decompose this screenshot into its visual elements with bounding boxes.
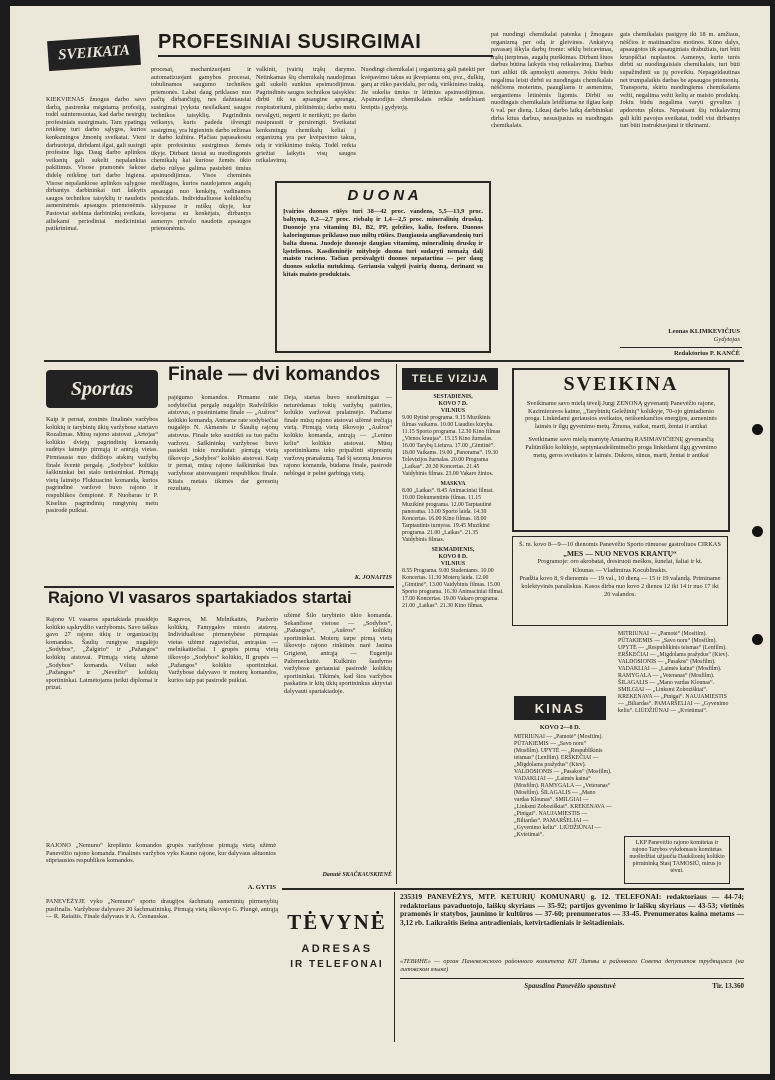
sportas-col-1: Kaip ir pernai, zoninės finalinės varžybos kolūkių ir tarybinių ūkių varžybose startavo Rozalimas. Mūsų rajono atstovai „Artojas“ kolūkio dviejų pagrindinių komandų sudėtys laimėjo pirmąją ir antrąją vietas. Pirmiausia nuo didžiojo atskirų varžybų finale šventė pergalę. „Sodybos“ kolūkio šaškininkai bei stalo tenisininkai. Pirmąją vietą laimėjo Fluktuacinė komanda, kurios pagrindinė varžovė buvo rajono ir respublikos čempionė. P. Nuobaras ir P. Kiselius pagrindinių rungtynių metu pasirodė puikiai. — [46, 416, 158, 515]
footer-russian: «ТЕВИНЕ» — орган Паневежского районного комитета КП Литвы и районного Совета депутатов трудящихся (на литовском языке) — [400, 958, 744, 973]
tele-prog-1: 9.00 Rytinė programa. 9.15 Muzikinis filmas vaikams. 10.00 Liaudies kūryba. 11.15 Sporto programa. 12.30 Kino filmas „Vienos kraujas“. 15.15 Kino žurnalas. 16.00 Tarybų Lietuva. 17.00 „Gimtinė“. 18.00 Vaikams. 19.00 „Panorama“. 19.30 Televizijos žurnalas. 20.00 Programa „Laikas“. 20.30 Koncertas. 21.45 Vaidybinis filmas. 23.00 Vakaro žinios. — [402, 415, 501, 477]
sveikata-col-6: gais chemikalais pasigyrę iki 18 m. amžiaus, nėščios ir maitinančios motinos. Kūno dalys, apsaugotos tik apsauginiais drabužiais, turi būti kruopščiai nuplautos. Asmenys, kurie turės dirbti su nuodingaisiais chemikalais, turi būti supažindinti su jų poveikiu. Nepageidautinas net trumpalaikis darbas be apsaugos priemonių. Transportu, skirtu nuodingiems chemikalams vežti, negalima vežti kelių ar maisto produktų. Jokiu būdu negalima varyti gyvulius į apdorotus plotus. Nepaisant šių reikalavimų gali kilti pavojus sveikatai, todėl visi dirbantys turi būti instruktuojami ir tikrinami. — [620, 31, 740, 130]
sveikata-col-3: valkinti, įvairių trąšų darymo. Netinkamas šių chemikalų naudojimas gali sukelti sunkius apsinuodijimus. Pagrindinės saugos technikos taisyklės: dirbti tik su apsaugine apranga, respiratoriumi, pirštinėmis; darbo metu nevalgyti, negerti ir nerūkyti; po darbo nusiprausti ir persirengti. Sveikatai kenksmingų chemikalų keliai į organizmą yra per kvėpavimo takus, odą ir virškinimo traktą. Todėl reikia griežtai laikytis visų saugos reikalavimų. — [256, 66, 356, 165]
cirkas-text-1: Š. m. kovo 8—9—10 dienomis Panevėžio Sporto rūmuose gastroliuos CIRKAS — [519, 541, 721, 548]
sveikina-greeting-1: Sveikiname savo mielą tėvelį Jurgį ZENONĄ gyvenantį Panevėžio rajone, Kazimieravos kaime, „Tarybinių Geležinių“ kolūkyje, 70-ojo gimtadienio proga. Linkėdami geriausios sveikatos, neišsenkančios energijos, asmeninės laimės ir ilgų gyvenimo metų. Žmona, vaikai, marti, žentai ir anūkai — [525, 400, 717, 430]
lkp-box — [624, 836, 730, 884]
rajono-note: RAJONO „Nemuno“ krepšinio komandos grupės varžybose pirmąją vietą užėmė Panevėžio rajono komanda. Finalinės varžybos vyks Kauno rajone, kur dalyvaus aštuonios stipriausios respublikos komandos. — [46, 842, 276, 865]
duona-box — [275, 181, 491, 353]
sveikata-col-5: pat nuodingi chemikalai patenka į žmogaus organizmą per odą ir gleivines. Ankstyvą pavasarį iškyla darbų fronte: sėklų beicavimas, trąšų įterpimas, augalų purškimas. Dirbant šiuos darbus būtina laikytis visų reikalavimų. Darbus turi atlikti tik apmokyti asmenys. Jokiu būdu negalima leisti dirbti su nuodingais chemikalais nėščioms moterims, paaugliams ir asmenims, sergantiems lėtinėmis ligomis. Dirbti su nuodingais chemikalais leidžiama ne ilgiau kaip 6 val. per dieną. Likusį darbo laiką darbininkai dirba kitus darbus, nesusijusius su nuodingais chemikalais. — [491, 31, 613, 130]
sveikata-logo-text: SVEIKATA — [57, 42, 131, 63]
editor-credit: Redaktorius P. KANČĖ — [673, 350, 740, 357]
sveikata-title-rule — [158, 55, 493, 57]
sveikata-title: PROFESINIAI SUSIRGIMAI — [158, 31, 422, 53]
sveikina-box — [512, 368, 730, 532]
punch-hole-3 — [752, 634, 763, 645]
sveikina-title: SVEIKINA — [563, 373, 679, 395]
rajono-signature: Danutė SKAČKAUSKIENĖ — [322, 872, 392, 878]
rajono-title: Rajono VI vasaros spartakiados startai — [48, 589, 352, 607]
footer-adresas: ADRESAS — [301, 943, 373, 955]
lkp-text: LKP Panevėžio rajono komitetas ir rajono Tarybos vykdomasis komitetas nuoširdžiai užjaučia Daukšionių kolūkio pirmininką Stasį TAMOSIŪ, mirus jo tėvui. — [629, 840, 725, 874]
sportas-col-3: Deja, startas buvo nesėkmingas — neturėdamas tokių varžybų patirties, kolūkio varžovai pralaimėjo. Pačiame finale mūsų rajono atstovai užėmė trečiąją vietą. Pirmąją vietą iškovojo „Aušros“ kolūkio komanda, antrąją — „Lenino keliu“ kolūkio atstovai. Mūsų sportininkams teko pripažinti stipresnių varžovų pranašumą. Tad šį sezoną Jonavos rajono komanda, būdama finale, pasirodė neblogai ir pelnė garbingą vietą. — [284, 394, 392, 477]
section-rule-1 — [44, 360, 744, 362]
newspaper-page — [10, 6, 770, 1074]
sveikata-logo — [47, 35, 141, 71]
editor-rule — [620, 347, 742, 348]
sportas-logo — [46, 370, 158, 408]
sveikina-greeting-2: Sveikiname savo mielą mamytę Antaniną RASIMAVIČIENĘ gyvenančią Paliūniškio kolūkyje, septyniasdešimtmečio proga linkėdami ilgų gyvenimo metų, geros sveikatos ir laimės. Dukros, sūnus, marti, žentai ir anūkai — [525, 436, 717, 459]
punch-hole-1 — [752, 424, 763, 435]
rajono-col-1: Rajono VI vasaros spartakiada prasidėjo kolūkio sąskrydžio varžybomis. Savo taškus gavo 27 rajono ūkių ir organizacijų komandos. Šaulių rungtyse nugalėjo „Sodybos“, „Žalgirio“ ir „Pažangos“ kolūkių atstovai. Pirmąją vietą užėmė „Sodybos“ komanda. Vėliau sekė „Pažangos“ ir „Nevėžio“ kolūkių sportininkai. Laimėtojams įteikti diplomai ir prizai. — [46, 616, 158, 692]
footer-tiraz: Tir. 13.360 — [712, 982, 744, 990]
sveikata-col-1: KIEKVIENAS žmogus darbo savo darbą, pasirenka mėgstamą profesiją, todėl suinteresuotas, kad darbe nesirgtų profesiniais susirgimais. Tam ypatingą reikšmę turi darbo sąlygos, kurios kenksmingos žmonių sveikatai. Vieni darbuotojai, dirbdami ilgai, gali susirgti profesine liga. Daug darbo aplinkos veiksnių gali sukelti nepalankius pakitimus. Visose pramonės šakose didelę reikšmę turi darbo higiena. Visose nepalankiose aplinkos sąlygose dirbantys darbininkai turi laikytis saugos technikos taisyklių ir naudotis asmeninėmis apsaugos priemonėmis. Pastoviai stebima darbininkų sveikata, atliekami periodiniai medicininiai patikrinimai. — [46, 96, 146, 233]
tele-prog-3: 8.55 Programa. 9.00 Studentams. 10.00 Koncertas. 11.30 Moterų laida. 12.00 „Gimtinė“. 13.00 Vaidybinis filmas. 15.00 Sporto programa. 16.30 Animaciniai filmai. 17.00 Koncertas. 19.00 Vakaro programa. 21.00 „Laikas“. 21.30 Kino filmas. — [402, 568, 504, 609]
rajono-col-2: Raguvos, M. Melnikaitės, Paežerio kolūkių, Famygalos miesto atstovų. Individualiose pirmenybėse pirmąsias vietas užėmė raguviečiai, antrąsias — melnikaitiečiai. I grupės pirmą vietą iškovojo „Sodybos“ kolūkio, II grupės — „Pažangos“ kolūkio sportininkai. Varžybose dalyvavo ir moterų komandos, kurios taip pat pasirodė puikiai. — [168, 616, 278, 684]
kinas-days: KOVO 2—8 D. — [539, 724, 581, 731]
kinas-logo-text: KINAS — [534, 700, 586, 716]
footer-tevyne: TĖVYNĖ — [287, 910, 387, 934]
sveikata-signature-name: Leonas KLIMKEVIČIUS — [668, 328, 740, 335]
cirkas-text-4: Klounas — Vladimiras Kocublinskis. — [572, 566, 668, 574]
tele-station-3: VILNIUS — [440, 561, 466, 567]
sveikata-col-4: Nuodingi chemikalai į organizmą gali patekti per kvėpavimo takus su įkvepiamu oru, pvz., dulkių, garų ar rūko pavidalu, per odą, virškinimo traktą. Jie sukelia ūmius ir lėtinius apsinuodijimus. Apsinuodijus chemikalais reikia nedelsiant kreiptis į gydytoją. — [361, 66, 485, 111]
cirkas-text-3: Programoje: oro akrobatai, dresiruoti meškos, šunelai, šaliai ir kt. — [537, 558, 703, 566]
vertical-rule-1 — [396, 364, 397, 884]
footer-vertical-rule — [394, 892, 395, 1042]
sportas-logo-text: Sportas — [70, 377, 134, 400]
rajono-col-3: užėmė Šilo tarybinio ūkio komanda. Sekančiose vietose — „Sodybos“, „Pažangos“, „Aušros“ kolūkių sportininkai. Moterų tarpe pirmą vietą iškovojo rajono rinktinės narė Janina Grigienė, antrąją — Eugenija Pažemeckaitė. Kulkinio šaudymo varžybose geriausiai pasirodė kolūkių sportininkai. Tikimės, kad šios varžybos paskatins ir kitų ūkių sportininkus aktyviai dalyvauti spartakiadoje. — [284, 612, 392, 695]
rajono-note-signature: A. GYTIS — [247, 884, 276, 891]
footer-address-text: 235319 PANEVĖŽYS, MTP. KETURIŲ KOMUNARŲ g. 12. TELEFONAI: redaktoriaus — 44-74; redaktoriaus pavaduotojo, laiškų skyriaus — 35-92; partijos gyvenimo ir laiškų skyriaus — 43-53; vietinės pramonės ir statybos, jaunimo ir kultūros — 37-60; prenumeratos — 33-45. Prenumeratos kaina metams — 3,12 rb. Laikraštis išeina antradieniais, ketvirtadieniais ir šeštadieniais. — [400, 893, 744, 927]
kinas-list-1: MITRIUNAI — „Pamotė“ (Mosfilm). PŪTAKIEMIS — „Savo noru“ (Mosfilm). UPYTĖ — „Respublikinis teismas“ (Lenfilm). ERŠKEČIAI — „Migdolams pražydus“ (Kiev). VALDOSIONIS — „Pasakos“ (Mosfilm). VADAKLIAI — „Laimės kaina“ (Mosfilm). RAMYGALA — „Veteranas“ (Mosfilm). ŠILAGALIS — „Mano vardas Klounas“. SMILGIAI — „Linksmi Zoboziškiai“. KREKENAVA — „Pinigai“. NAUJAMIESTIS — „Biliardas“. PAMARŠELIAI — „Gyvenimo keliu“. LIŪDŽIŪNAI — „Kvietimai“. — [514, 734, 612, 838]
cirkas-box — [512, 536, 728, 626]
tele-station-2: MASKVA — [440, 481, 466, 487]
finale-title: Finale — dvi komandos — [168, 364, 381, 385]
punch-hole-2 — [752, 526, 763, 537]
tele-logo-text: TELE VIZIJA — [411, 373, 489, 385]
tele-logo — [402, 368, 498, 390]
duona-title: D U O N A — [347, 187, 419, 204]
kinas-logo — [514, 696, 606, 720]
footer-top-rule — [282, 888, 744, 890]
footer-printer: Spausdina Panevėžio spaustuvė — [524, 982, 616, 990]
tele-day-1: ŠEŠTADIENIS, KOVO 7 D. — [433, 394, 473, 407]
rajono-top-rule — [44, 586, 394, 588]
cirkas-text-5: Pradžia kovo 8, 9 dienomis — 19 val., 10 dieną — 15 ir 19 valandą. Priminame kolektyvinės parašiskus. Kasos dirba nuo kovo 2 dienos 12 iki 14 ir nuo 17 iki 20 valandos. — [519, 575, 721, 598]
tele-prog-2: 8.00 „Laikas“. 8.45 Animaciniai filmai. 10.00 Dokumentinis filmas. 11.15 Muzikinė programa. 12.00 Tarptautinė panorama. 13.00 Sporto laida. 14.30 Koncertas. 16.00 Kino filmas. 18.00 Tarptautinis turnyras. 19.45 Muzikinė programa. 21.00 „Laikas“. 21.35 Vaidybinis filmas. — [402, 488, 494, 543]
sveikata-col-2: procesai, mechanizuojant ir automatizuojant gamybos procesai, tobulinamos saugumo technikos priemonės. Labai daug priklauso nuo pačių dirbančiųjų, nes dažniausiai susirgimai įvyksta nesilaikant saugos technikos taisyklių. Pagrindinis veiksnys, kuris padeda išvengti susirgimų, yra higieninis darbo režimas ir darbo kultūra. Plačiau papasakosiu apie profesinius susirgimus žemės ūkyje. Dirbant tiesiai su nuodingomis chemikalų kai kuriose žemės ūkio darbo rūšyse galima pastebėti ūmius apsinuodijimus. Visos cheminės medžiagos, kurios naudojamos augalų apsaugai nuo kenkėjų, vadinamos pesticidais. Individualiuose kolūkiečių sklypuose ir miškų ūkyje, kur kovojama su kenkėjais, dirbantys asmenys privalo naudotis apsaugos priemonėmis. — [151, 66, 251, 233]
duona-text: Įvairios duonos rūšys turi 38—42 proc. vandens, 5,5—13,9 proc. baltymų, 0,2—2,7 proc. riebalų ir 1,4—2,5 proc. mineralinių druskų. Duonoje yra vitaminų B1, B2, PP, geležies, kalio, fosforo. Duonos kaloringumas priklauso nuo miltų rūšies. Daugiausia angliavandenių turi balta duona. Juodoje duonoje daugiau vitaminų, mineralinių druskų ir ląstelienos. Kasdieninėje mityboje duona turi sudaryti nemažą dalį maisto raciono. Tačiau persivalgyti duonos nepatartina — per daug duonos sukelia nutukimą. Geriausia valgyti įvairią duoną, derinant su kitais maisto produktais. — [283, 208, 483, 279]
tele-day-2: SEKMADIENIS, KOVO 8 D. — [431, 547, 475, 560]
kinas-list-2: MITRIUNAI — „Pamotė“ (Mosfilm). PŪTAKIEMIS — „Savo noru“ (Mosfilm). UPYTĖ — „Respublikinis teismas“ (Lenfilm). ERŠKEČIAI — „Migdolams pražydus“ (Kiev). VALDOSIONIS — „Pasakos“ (Mosfilm). VADAKLIAI — „Laimės kaina“ (Mosfilm). RAMYGALA — „Veteranas“ (Mosfilm). ŠILAGALIS — „Mano vardas Klounas“. SMILGIAI — „Linksmi Zoboziškiai“. KREKENAVA — „Pinigai“. NAUJAMIESTIS — „Biliardas“. PAMARŠELIAI — „Gyvenimo keliu“. LIŪDŽIŪNAI — „Kvietimai“. — [618, 631, 729, 714]
footer-masthead — [282, 896, 392, 1046]
tele-program — [402, 394, 504, 894]
footer-telefonai: IR TELEFONAI — [290, 959, 384, 970]
footer-bottom-rule — [400, 978, 744, 979]
tele-station-1: VILNIUS — [440, 408, 466, 414]
sportas-signature: K. JONAITIS — [354, 574, 392, 581]
sveikata-signature-role: Gydytojas — [713, 336, 740, 343]
sportas-col-2: pajėgumo komandos. Pirmame rate sodybiečiai pergalę nugalėjo Radviliškio atstovus, o pusininiame finale — „Aušros“ kolūkio komandą. Antrame rate sodybiečiai nugalėjo N. Akmenės ir Šiaulių rajonų atstovus. Finale teko susitikti su tuo pačiu varžovu. Saškininkų varžybose buvo pasiekti tokie rezultatai: pirmąją vietą iškovojo „Sodybos“ kolūkio atstovai. Kaip ir pernai, mūsų rajono šaškininkai bus varžybose atstovaujami respublikos finale. Kitais metais tikimės dar geresnių rezultatų. — [168, 394, 278, 493]
cirkas-text-2: „MES — NUO NEVOS KRANTŲ“ — [563, 549, 677, 558]
panevezio-note: PANEVĖŽYJE vyko „Nemuno“ sporto draugijos šachmatų asmeninių pirmenybių pusfinalis. Varžybose dalyvavo 20 šachmatininkų. Pirmąją vietą iškovojo G. Plungė, antrąją — R. Rafaitis. Finale dalyvaus ir A. Česnauskas. — [46, 898, 278, 921]
